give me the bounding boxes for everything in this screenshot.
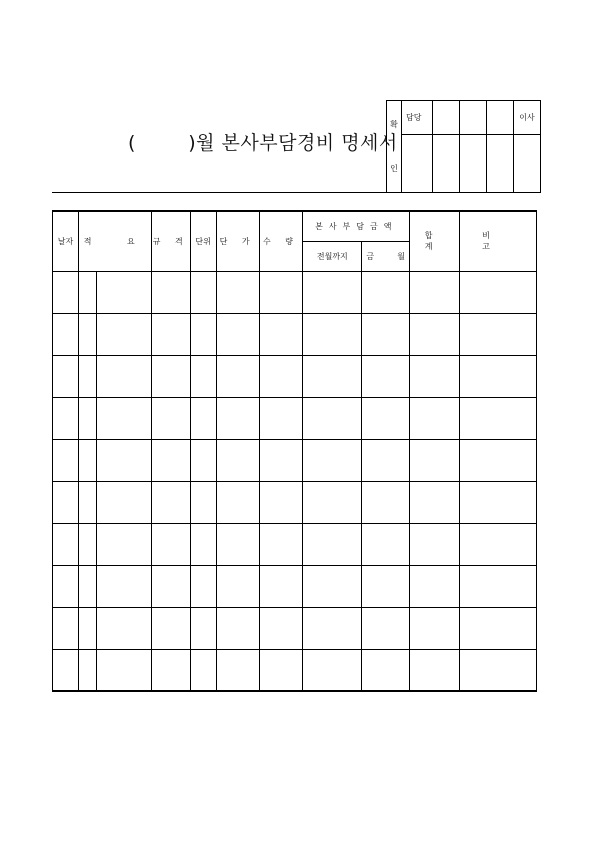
header-hq-amount: 본사부담금액 bbox=[303, 211, 410, 241]
cell-unit[interactable] bbox=[190, 439, 216, 481]
cell-prev-month[interactable] bbox=[303, 481, 362, 523]
header-remarks: 비 고 bbox=[460, 211, 537, 271]
cell-quantity[interactable] bbox=[259, 649, 303, 691]
page-title: ( )월 본사부담경비 명세서 bbox=[128, 132, 398, 154]
signature-cell-2[interactable] bbox=[433, 135, 460, 193]
cell-total[interactable] bbox=[410, 565, 460, 607]
cell-summary-b[interactable] bbox=[96, 439, 151, 481]
cell-summary-a[interactable] bbox=[78, 397, 96, 439]
header-this-month-a: 금 bbox=[366, 251, 375, 261]
cell-spec[interactable] bbox=[151, 439, 190, 481]
cell-total[interactable] bbox=[410, 271, 460, 313]
cell-date[interactable] bbox=[53, 313, 79, 355]
table-row bbox=[53, 649, 537, 691]
confirm-label-bottom: 인 bbox=[390, 164, 398, 173]
cell-summary-b[interactable] bbox=[96, 355, 151, 397]
cell-summary-b[interactable] bbox=[96, 649, 151, 691]
header-total: 합 계 bbox=[410, 211, 460, 271]
cell-summary-a[interactable] bbox=[78, 649, 96, 691]
cell-date[interactable] bbox=[53, 439, 79, 481]
cell-remarks[interactable] bbox=[460, 565, 537, 607]
cell-remarks[interactable] bbox=[460, 607, 537, 649]
cell-summary-b[interactable] bbox=[96, 481, 151, 523]
cell-quantity[interactable] bbox=[259, 397, 303, 439]
header-unit: 단위 bbox=[190, 211, 216, 271]
cell-summary-b[interactable] bbox=[96, 523, 151, 565]
cell-prev-month[interactable] bbox=[303, 565, 362, 607]
cell-spec[interactable] bbox=[151, 355, 190, 397]
cell-total[interactable] bbox=[410, 313, 460, 355]
cell-unit-price[interactable] bbox=[216, 313, 259, 355]
cell-total[interactable] bbox=[410, 523, 460, 565]
confirm-label-cell bbox=[387, 101, 402, 193]
cell-quantity[interactable] bbox=[259, 355, 303, 397]
cell-this-month[interactable] bbox=[362, 481, 410, 523]
cell-unit[interactable] bbox=[190, 607, 216, 649]
cell-total[interactable] bbox=[410, 481, 460, 523]
header-this-month bbox=[362, 241, 410, 271]
cell-prev-month[interactable] bbox=[303, 271, 362, 313]
cell-quantity[interactable] bbox=[259, 565, 303, 607]
cell-date[interactable] bbox=[53, 565, 79, 607]
confirm-label-top: 확 bbox=[390, 120, 398, 129]
header-summary-b: 요 bbox=[96, 211, 151, 271]
role-blank-2 bbox=[460, 101, 487, 135]
cell-spec[interactable] bbox=[151, 397, 190, 439]
cell-unit[interactable] bbox=[190, 355, 216, 397]
cell-unit[interactable] bbox=[190, 523, 216, 565]
cell-remarks[interactable] bbox=[460, 313, 537, 355]
cell-prev-month[interactable] bbox=[303, 355, 362, 397]
cell-quantity[interactable] bbox=[259, 523, 303, 565]
cell-summary-b[interactable] bbox=[96, 313, 151, 355]
cell-summary-a[interactable] bbox=[78, 271, 96, 313]
cell-summary-b[interactable] bbox=[96, 271, 151, 313]
cell-prev-month[interactable] bbox=[303, 649, 362, 691]
cell-summary-a[interactable] bbox=[78, 607, 96, 649]
cell-unit[interactable] bbox=[190, 313, 216, 355]
cell-unit[interactable] bbox=[190, 649, 216, 691]
role-blank-3 bbox=[487, 101, 514, 135]
cell-prev-month[interactable] bbox=[303, 313, 362, 355]
cell-date[interactable] bbox=[53, 397, 79, 439]
cell-remarks[interactable] bbox=[460, 355, 537, 397]
role-director: 이사 bbox=[514, 101, 541, 135]
cell-date[interactable] bbox=[53, 355, 79, 397]
cell-spec[interactable] bbox=[151, 565, 190, 607]
header-summary-a: 적 bbox=[78, 211, 96, 271]
cell-date[interactable] bbox=[53, 271, 79, 313]
cell-this-month[interactable] bbox=[362, 355, 410, 397]
cell-prev-month[interactable] bbox=[303, 439, 362, 481]
cell-spec[interactable] bbox=[151, 607, 190, 649]
cell-remarks[interactable] bbox=[460, 481, 537, 523]
cell-prev-month[interactable] bbox=[303, 523, 362, 565]
signature-cell-3[interactable] bbox=[460, 135, 487, 193]
cell-quantity[interactable] bbox=[259, 313, 303, 355]
cell-date[interactable] bbox=[53, 649, 79, 691]
cell-unit[interactable] bbox=[190, 565, 216, 607]
cell-this-month[interactable] bbox=[362, 313, 410, 355]
cell-this-month[interactable] bbox=[362, 565, 410, 607]
cell-unit[interactable] bbox=[190, 397, 216, 439]
header-quantity: 수 량 bbox=[259, 211, 303, 271]
cell-spec[interactable] bbox=[151, 313, 190, 355]
cell-date[interactable] bbox=[53, 607, 79, 649]
role-manager: 담당 bbox=[402, 101, 433, 135]
cell-unit-price[interactable] bbox=[216, 271, 259, 313]
cell-spec[interactable] bbox=[151, 481, 190, 523]
cell-prev-month[interactable] bbox=[303, 397, 362, 439]
cell-date[interactable] bbox=[53, 481, 79, 523]
cell-spec[interactable] bbox=[151, 271, 190, 313]
table-row bbox=[53, 439, 537, 481]
cell-summary-a[interactable] bbox=[78, 565, 96, 607]
cell-quantity[interactable] bbox=[259, 439, 303, 481]
cell-unit-price[interactable] bbox=[216, 355, 259, 397]
header-this-month-b: 월 bbox=[397, 251, 405, 261]
confirmation-box bbox=[386, 100, 541, 193]
cell-unit-price[interactable] bbox=[216, 607, 259, 649]
cell-remarks[interactable] bbox=[460, 397, 537, 439]
cell-summary-a[interactable] bbox=[78, 355, 96, 397]
cell-summary-a[interactable] bbox=[78, 481, 96, 523]
cell-unit-price[interactable] bbox=[216, 523, 259, 565]
cell-total[interactable] bbox=[410, 439, 460, 481]
table-row bbox=[53, 565, 537, 607]
cell-summary-a[interactable] bbox=[78, 439, 96, 481]
cell-summary-b[interactable] bbox=[96, 607, 151, 649]
expense-rows bbox=[53, 271, 537, 691]
cell-this-month[interactable] bbox=[362, 523, 410, 565]
table-row bbox=[53, 397, 537, 439]
title-divider bbox=[52, 192, 537, 193]
cell-total[interactable] bbox=[410, 607, 460, 649]
cell-unit-price[interactable] bbox=[216, 481, 259, 523]
table-row bbox=[53, 481, 537, 523]
cell-this-month[interactable] bbox=[362, 397, 410, 439]
cell-this-month[interactable] bbox=[362, 439, 410, 481]
cell-this-month[interactable] bbox=[362, 649, 410, 691]
signature-cell-4[interactable] bbox=[487, 135, 514, 193]
cell-remarks[interactable] bbox=[460, 523, 537, 565]
cell-spec[interactable] bbox=[151, 523, 190, 565]
cell-spec[interactable] bbox=[151, 649, 190, 691]
cell-summary-a[interactable] bbox=[78, 523, 96, 565]
cell-unit-price[interactable] bbox=[216, 397, 259, 439]
cell-total[interactable] bbox=[410, 649, 460, 691]
signature-cell-5[interactable] bbox=[514, 135, 541, 193]
cell-summary-a[interactable] bbox=[78, 313, 96, 355]
cell-remarks[interactable] bbox=[460, 271, 537, 313]
cell-unit-price[interactable] bbox=[216, 439, 259, 481]
expense-table bbox=[52, 210, 537, 692]
cell-summary-b[interactable] bbox=[96, 565, 151, 607]
header-unit-price: 단 가 bbox=[216, 211, 259, 271]
header-date: 날자 bbox=[53, 211, 79, 271]
table-row bbox=[53, 313, 537, 355]
cell-total[interactable] bbox=[410, 355, 460, 397]
table-row bbox=[53, 523, 537, 565]
cell-quantity[interactable] bbox=[259, 271, 303, 313]
table-row bbox=[53, 271, 537, 313]
cell-unit-price[interactable] bbox=[216, 565, 259, 607]
cell-total[interactable] bbox=[410, 397, 460, 439]
role-blank-1 bbox=[433, 101, 460, 135]
table-row bbox=[53, 355, 537, 397]
cell-unit-price[interactable] bbox=[216, 649, 259, 691]
cell-remarks[interactable] bbox=[460, 649, 537, 691]
cell-unit[interactable] bbox=[190, 481, 216, 523]
table-row bbox=[53, 607, 537, 649]
header-spec: 규 격 bbox=[151, 211, 190, 271]
cell-date[interactable] bbox=[53, 523, 79, 565]
cell-prev-month[interactable] bbox=[303, 607, 362, 649]
cell-this-month[interactable] bbox=[362, 607, 410, 649]
cell-summary-b[interactable] bbox=[96, 397, 151, 439]
cell-this-month[interactable] bbox=[362, 271, 410, 313]
cell-unit[interactable] bbox=[190, 271, 216, 313]
cell-quantity[interactable] bbox=[259, 481, 303, 523]
signature-cell-1[interactable] bbox=[402, 135, 433, 193]
cell-remarks[interactable] bbox=[460, 439, 537, 481]
cell-quantity[interactable] bbox=[259, 607, 303, 649]
header-prev-month: 전월까지 bbox=[303, 241, 362, 271]
